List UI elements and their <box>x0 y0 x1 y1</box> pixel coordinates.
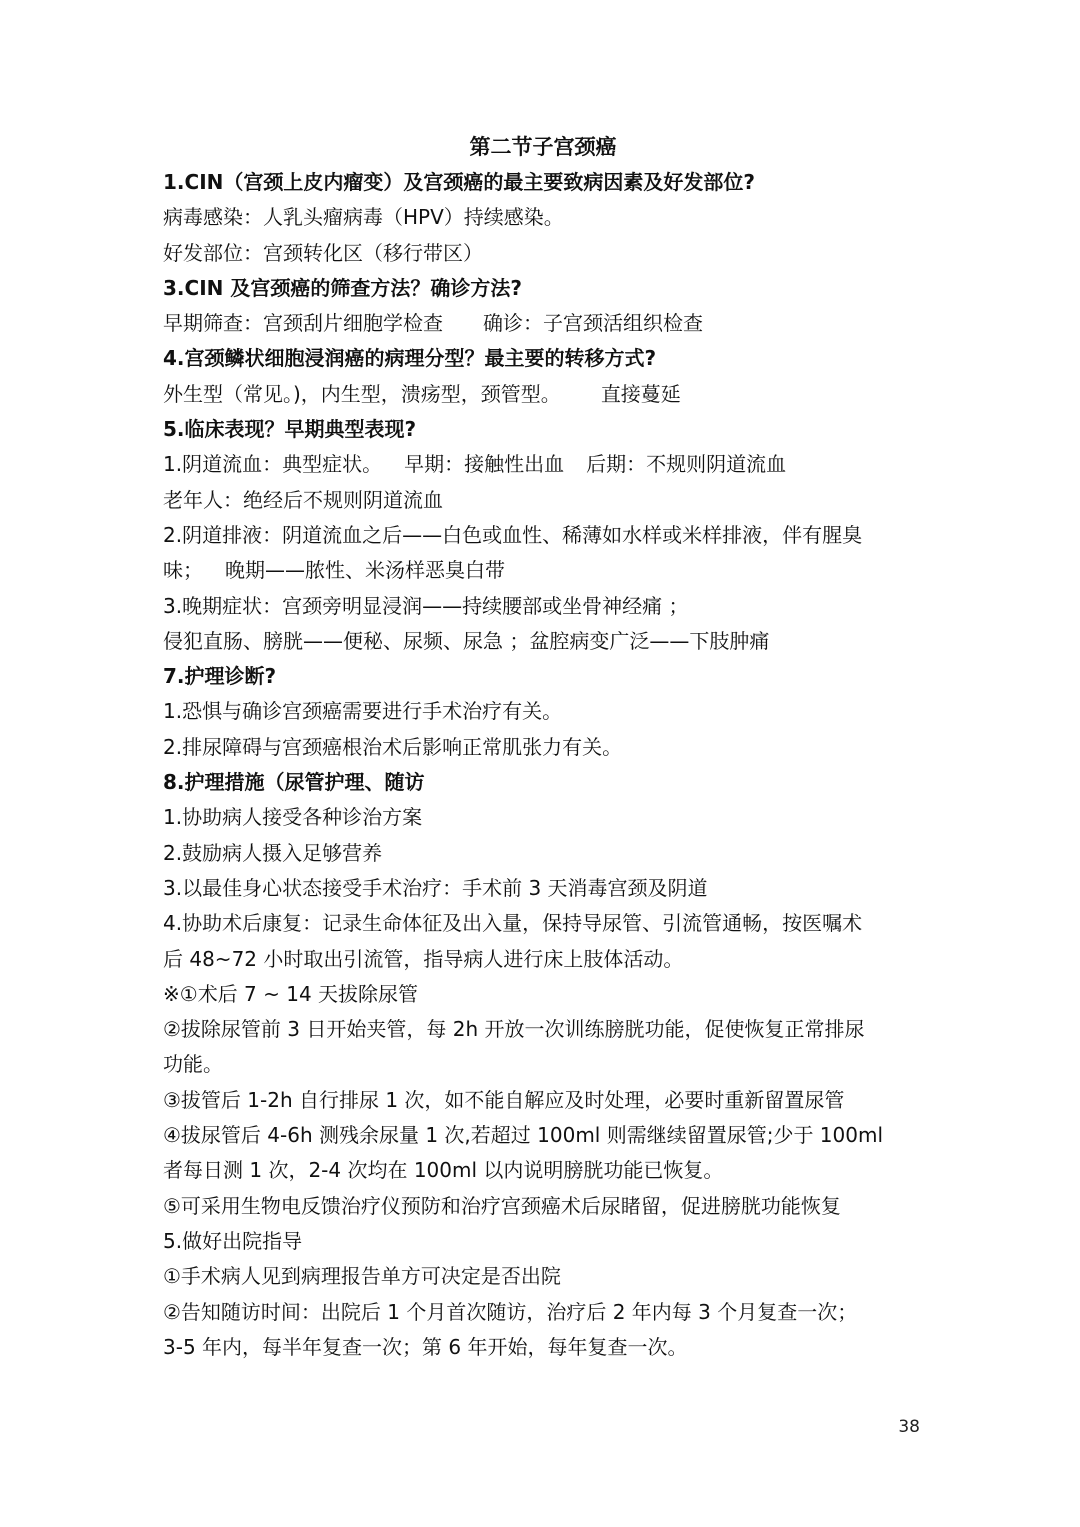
answer-segment: 晚期——脓性、米汤样恶臭白带 <box>225 558 505 583</box>
section-title: 第二节子宫颈癌 <box>469 135 617 159</box>
answer-line: ②拔除尿管前 3 日开始夹管，每 2h 开放一次训练膀胱功能，促使恢复正常排尿 <box>163 1017 865 1042</box>
answer-line: 3-5 年内，每半年复查一次；第 6 年开始，每年复查一次。 <box>163 1334 688 1359</box>
answer-line <box>163 553 923 588</box>
answer-line: 功能。 <box>163 1052 223 1077</box>
answer-line: 3.以最佳身心状态接受手术治疗：手术前 3 天消毒宫颈及阴道 <box>163 875 708 900</box>
answer-line <box>163 447 923 482</box>
answer-line: 2.排尿障碍与宫颈癌根治术后影响正常肌张力有关。 <box>163 734 623 759</box>
answer-line <box>163 306 923 341</box>
answer-line: 侵犯直肠、膀胱——便秘、尿频、尿急 ；盆腔病变广泛——下肢肿痛 <box>163 628 770 653</box>
answer-line: ①手术病人见到病理报告单方可决定是否出院 <box>163 1264 561 1289</box>
answer-line: ②告知随访时间：出院后 1 个月首次随访，治疗后 2 年内每 3 个月复查一次； <box>163 1299 858 1324</box>
answer-line <box>163 377 923 412</box>
answer-line: ⑤可采用生物电反馈治疗仪预防和治疗宫颈癌术后尿睹留，促进膀胱功能恢复 <box>163 1193 841 1218</box>
answer-line: 者每日测 1 次，2-4 次均在 100ml 以内说明膀胱功能已恢复。 <box>163 1158 724 1183</box>
answer-segment: 确诊：子宫颈活组织检查 <box>483 311 703 336</box>
answer-line: 4.协助术后康复：记录生命体征及出入量，保持导尿管、引流管通畅，按医嘱术 <box>163 911 863 936</box>
question-5: 5.临床表现？早期典型表现? <box>163 417 417 442</box>
answer-line: 病毒感染：人乳头瘤病毒（HPV）持续感染。 <box>163 205 564 230</box>
question-8: 8.护理措施（尿管护理、随访 <box>163 770 425 795</box>
answer-line: ④拔尿管后 4-6h 测残余尿量 1 次,若超过 100ml 则需继续留置尿管;少于 100ml <box>163 1123 884 1148</box>
answer-line: 1.协助病人接受各种诊治方案 <box>163 805 423 830</box>
answer-segment: 直接蔓延 <box>600 381 681 406</box>
answer-line: 老年人：绝经后不规则阴道流血 <box>163 487 443 512</box>
answer-segment: 后期：不规则阴道流血 <box>586 452 787 477</box>
answer-line: 1.恐惧与确诊宫颈癌需要进行手术治疗有关。 <box>163 699 563 724</box>
answer-line: 2.鼓励病人摄入足够营养 <box>163 840 383 865</box>
answer-segment: 味； <box>163 558 203 583</box>
answer-line: 2.阴道排液：阴道流血之后——白色或血性、稀薄如水样或米样排液，伴有腥臭 <box>163 522 863 547</box>
page-content <box>163 130 923 1365</box>
answer-line: ※①术后 7 ~ 14 天拔除尿管 <box>163 981 419 1006</box>
answer-line: 5.做好出院指导 <box>163 1228 303 1253</box>
answer-segment: 早期筛查：宫颈刮片细胞学检查 <box>163 311 443 336</box>
answer-segment: 早期：接触性出血 <box>404 452 565 477</box>
answer-line: 好发部位：宫颈转化区（移行带区） <box>163 240 483 265</box>
question-7: 7.护理诊断? <box>163 664 277 689</box>
question-1: 1.CIN（宫颈上皮内瘤变）及宫颈癌的最主要致病因素及好发部位? <box>163 170 755 194</box>
page-number: 38 <box>898 1417 920 1437</box>
answer-line: 3.晚期症状：宫颈旁明显浸润——持续腰部或坐骨神经痛 ； <box>163 593 689 618</box>
question-3: 3.CIN 及宫颈癌的筛查方法？确诊方法? <box>163 275 522 300</box>
answer-segment: 外生型（常见。)，内生型，溃疡型，颈管型。 <box>163 381 561 406</box>
answer-line: 后 48~72 小时取出引流管，指导病人进行床上肢体活动。 <box>163 946 684 971</box>
question-4: 4.宫颈鳞状细胞浸润癌的病理分型？最主要的转移方式? <box>163 346 657 371</box>
answer-line: ③拔管后 1-2h 自行排尿 1 次，如不能自解应及时处理，必要时重新留置尿管 <box>163 1087 845 1112</box>
answer-segment: 1.阴道流血：典型症状。 <box>163 452 383 477</box>
